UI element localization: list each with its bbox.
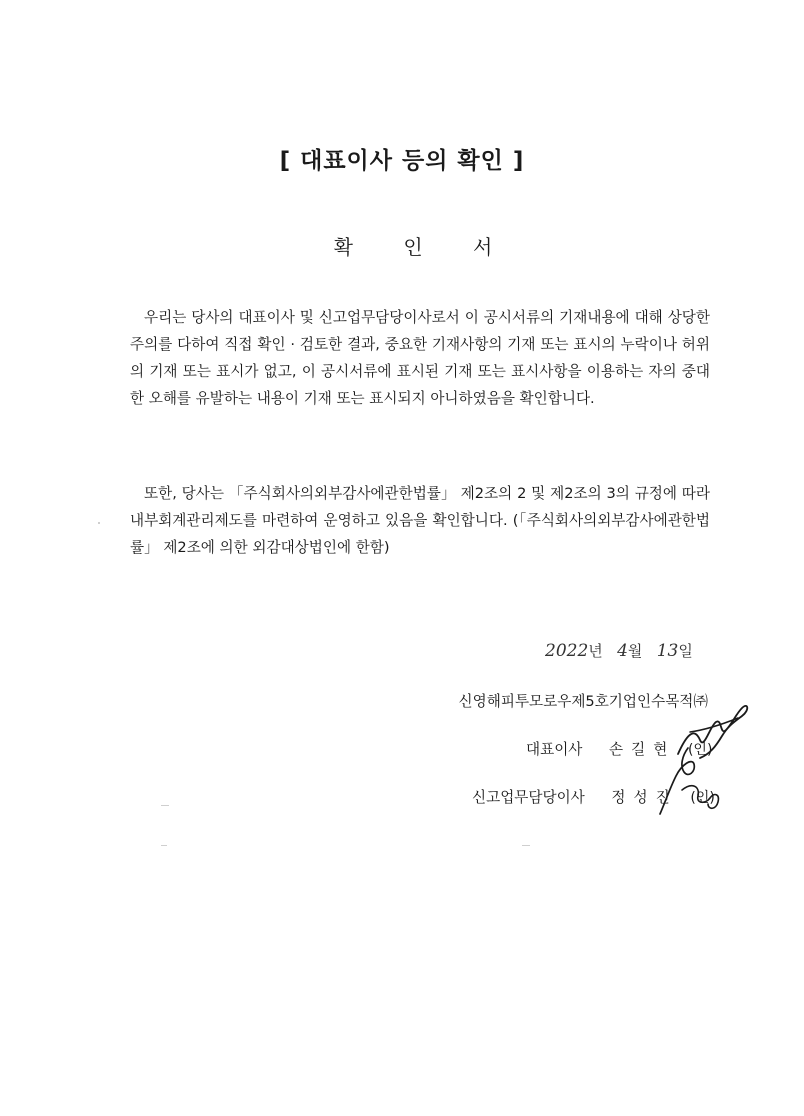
scan-artifact	[161, 845, 167, 846]
scan-artifact	[522, 845, 530, 846]
date-month-unit: 월	[627, 642, 643, 660]
date-day-unit: 일	[678, 642, 693, 660]
date-year-unit: 년	[588, 642, 603, 660]
scan-artifact	[161, 805, 169, 806]
signatory-role: 신고업무담당이사	[472, 789, 585, 806]
confirmation-paragraph-1: 우리는 당사의 대표이사 및 신고업무담당이사로서 이 공시서류의 기재내용에 대해 상당한 주의를 다하여 직접 확인 · 검토한 결과, 중요한 기재사항의 기재 또는 표시의 누락이나 허위의 기재 또는 표시가 없고, 이 공시서류에 표시된 기재 또는 표시사항을 이용하는 자의 중대한 오해를 유발하는 내용이 기재 또는 표시되지 아니하였음을 확인합니다.	[130, 309, 710, 407]
seal-mark: (인)	[687, 742, 713, 758]
signatory-name: 손길현	[609, 741, 676, 758]
date-day: 13	[656, 641, 679, 661]
company-name: 신영해피투모로우제5호기업인수목적㈜	[458, 693, 708, 710]
seal-mark: (인)	[690, 790, 715, 806]
date-month: 4	[617, 641, 628, 661]
scan-artifact	[98, 522, 100, 524]
document-heading: [ 대표이사 등의 확인 ]	[279, 148, 525, 174]
signatory-role: 대표이사	[526, 741, 583, 758]
date-year: 2022	[545, 641, 589, 661]
confirmation-paragraph-2: 또한, 당사는 「주식회사의외부감사에관한법률」 제2조의 2 및 제2조의 3의 규정에 따라 내부회계관리제도를 마련하여 운영하고 있음을 확인합니다. (「주식회사의외부감사에관한법률」 제2조에 의한 외감대상법인에 한함)	[130, 485, 710, 556]
disclosure-officer-signature-icon	[652, 742, 732, 822]
signatory-name: 정성진	[611, 789, 678, 806]
signing-date	[545, 640, 693, 661]
document-subtitle: 확 인 서	[333, 235, 515, 259]
